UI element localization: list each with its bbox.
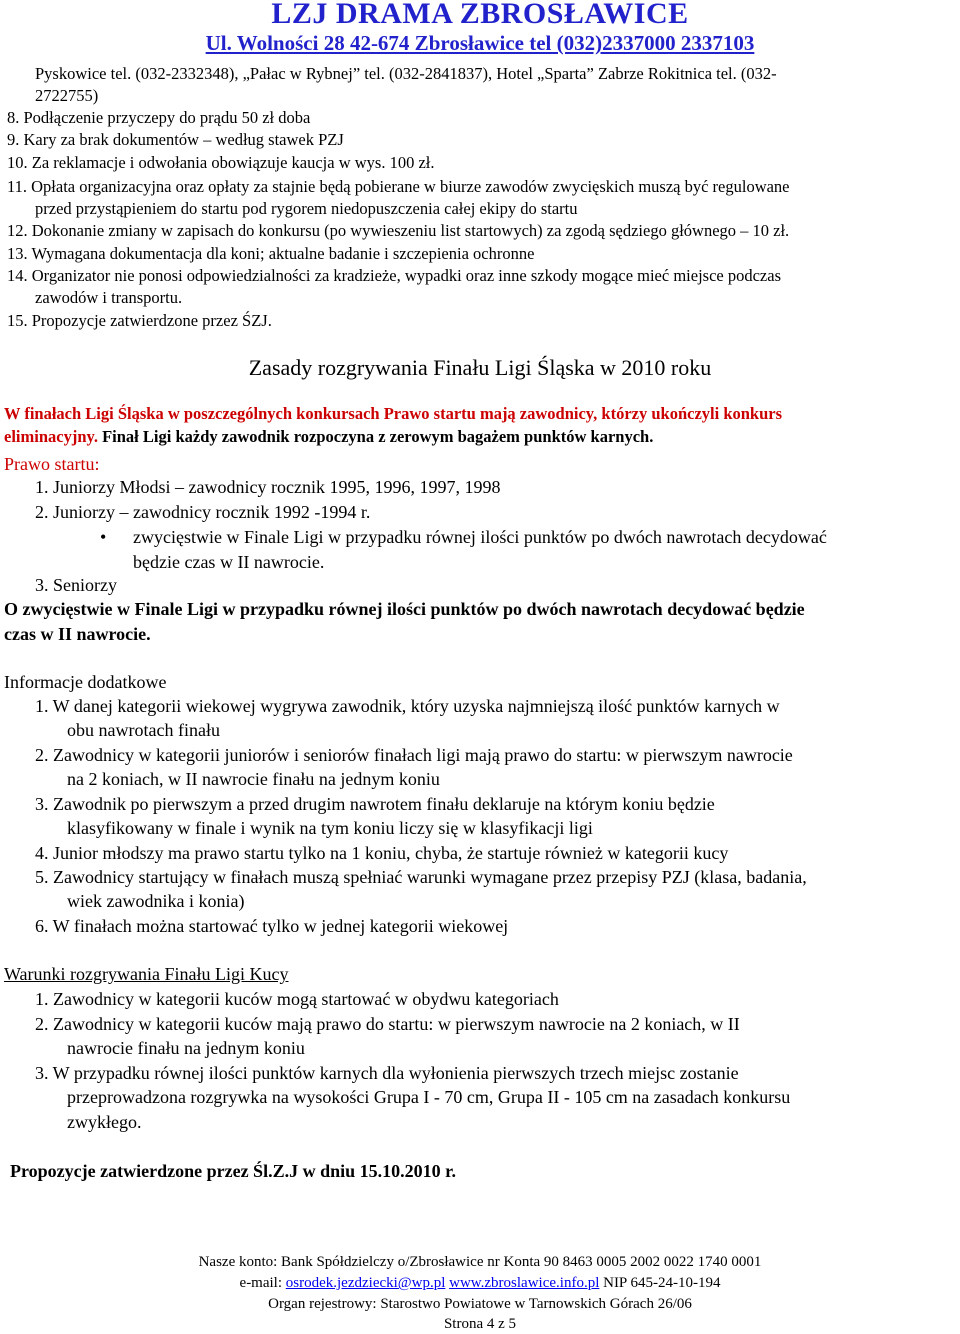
info-item-3-line2: klasyfikowany w finale i wynik na tym koniu liczy się w klasyfikacji ligi	[67, 818, 593, 838]
info-item-2-line2: na 2 koniach, w II nawrocie finału na jednym koniu	[67, 769, 440, 789]
organization-address: Ul. Wolności 28 42-674 Zbrosławice tel (032)2337000 2337103	[205, 31, 755, 55]
bold-rule: O zwycięstwie w Finale Ligi w przypadku równej ilości punktów po dwóch nawrotach decydować będzie	[4, 599, 805, 619]
kucy-item-2: 2. Zawodnicy w kategorii kuców mają prawo do startu: w pierwszym nawrocie na 2 koniach, w II	[35, 1014, 740, 1034]
bold-rule-line2: czas w II nawrocie.	[4, 624, 151, 644]
list-item-13: 13. Wymagana dokumentacja dla koni; aktualne badanie i szczepienia ochronne	[7, 244, 535, 263]
list-item-11: 11. Opłata organizacyjna oraz opłaty za stajnie będą pobierane w biurze zawodów zwycięskich muszą być regulowane	[7, 177, 790, 196]
kucy-item-3-line3: zwykłego.	[67, 1112, 142, 1132]
footer-nip: NIP 645-24-10-194	[599, 1275, 721, 1291]
kucy-item-2-line2: nawrocie finału na jednym koniu	[67, 1038, 305, 1058]
kucy-item-3-line2: przeprowadzona rozgrywka na wysokości Grupa I - 70 cm, Grupa II - 105 cm na zasadach konkursu	[67, 1087, 791, 1107]
info-item-1: 1. W danej kategorii wiekowej wygrywa zawodnik, który uzyska najmniejszą ilość punktów karnych w	[35, 696, 780, 716]
list-item-7-continuation: Pyskowice tel. (032-2332348), „Pałac w Rybnej” tel. (032-2841837), Hotel „Sparta” Zabrze Rokitnica tel. (032-	[35, 64, 777, 83]
footer-bank-account: Nasze konto: Bank Spółdzielczy o/Zbrosławice nr Konta 90 8463 0005 2002 0022 1740 0001	[198, 1254, 762, 1270]
kucy-heading: Warunki rozgrywania Finału Ligi Kucy	[4, 964, 289, 984]
info-item-5: 5. Zawodnicy startujący w finałach muszą spełniać warunki wymagane przez przepisy PZJ (klasa, badania,	[35, 867, 807, 887]
letterhead	[0, 0, 960, 56]
footer-email-link[interactable]: osrodek.jezdziecki@wp.pl	[285, 1275, 446, 1291]
category-seniors: 3. Seniorzy	[35, 575, 117, 595]
bullet-text-line2: będzie czas w II nawrocie.	[133, 552, 325, 572]
bullet-text: zwycięstwie w Finale Ligi w przypadku równej ilości punktów po dwóch nawrotach decydować	[133, 527, 827, 547]
list-item-15: 15. Propozycje zatwierdzone przez ŚZJ.	[7, 311, 272, 330]
footer-contact	[0, 1275, 960, 1292]
info-heading: Informacje dodatkowe	[4, 672, 167, 692]
list-item-8: 8. Podłączenie przyczepy do prądu 50 zł doba	[7, 108, 311, 127]
footer-website-link[interactable]: www.zbroslawice.info.pl	[449, 1275, 600, 1291]
rules-intro-line2	[4, 427, 653, 447]
info-item-4: 4. Junior młodszy ma prawo startu tylko na 1 koniu, chyba, że startuje również w kategorii kucy	[35, 843, 729, 863]
list-item-10: 10. Za reklamacje i odwołania obowiązuje kaucja w wys. 100 zł.	[7, 153, 435, 172]
approval-statement: Propozycje zatwierdzone przez Śl.Z.J w dniu 15.10.2010 r.	[10, 1161, 456, 1181]
rules-intro-black: Finał Ligi każdy zawodnik rozpoczyna z zerowym bagażem punktów karnych.	[97, 427, 654, 446]
category-juniors-younger: 1. Juniorzy Młodsi – zawodnicy rocznik 1995, 1996, 1997, 1998	[35, 477, 501, 497]
info-item-6: 6. W finałach można startować tylko w jednej kategorii wiekowej	[35, 916, 509, 936]
rules-intro-red: eliminacyjny.	[4, 427, 98, 446]
list-item-14-line2: zawodów i transportu.	[35, 288, 183, 307]
list-item-12: 12. Dokonanie zmiany w zapisach do konkursu (po wywieszeniu list startowych) za zgodą sędziego głównego – 10 zł.	[7, 221, 790, 240]
kucy-item-1: 1. Zawodnicy w kategorii kuców mogą startować w obydwu kategoriach	[35, 989, 559, 1009]
list-item-9: 9. Kary za brak dokumentów – według stawek PZJ	[7, 130, 344, 149]
prawo-startu-label: Prawo startu:	[4, 454, 100, 474]
page-number: Strona 4 z 5	[443, 1316, 517, 1332]
section-title: Zasady rozgrywania Finału Ligi Śląska w 2010 roku	[248, 355, 712, 380]
footer-registry: Organ rejestrowy: Starostwo Powiatowe w Tarnowskich Górach 26/06	[268, 1296, 692, 1312]
info-item-2: 2. Zawodnicy w kategorii juniorów i seniorów finałach ligi mają prawo do startu: w pierwszym nawrocie	[35, 745, 793, 765]
list-item-11-line2: przed przystąpieniem do startu pod rygorem niedopuszczenia całej ekipy do startu	[35, 199, 578, 218]
info-item-5-line2: wiek zawodnika i konia)	[67, 891, 245, 911]
rules-intro: W finałach Ligi Śląska w poszczególnych konkursach Prawo startu mają zawodnicy, którzy ukończyli konkurs	[4, 404, 783, 423]
list-item-14: 14. Organizator nie ponosi odpowiedzialności za kradzieże, wypadki oraz inne szkody mogące mieć miejsce podczas	[7, 266, 781, 285]
footer-email-label: e-mail:	[239, 1275, 286, 1291]
info-item-3: 3. Zawodnik po pierwszym a przed drugim nawrotem finału deklaruje na którym koniu będzie	[35, 794, 715, 814]
bullet-icon: •	[100, 527, 107, 547]
info-item-1-line2: obu nawrotach finału	[67, 720, 220, 740]
category-juniors: 2. Juniorzy – zawodnicy rocznik 1992 -1994 r.	[35, 502, 371, 522]
organization-name: LZJ DRAMA ZBROSŁAWICE	[271, 0, 689, 30]
kucy-item-3: 3. W przypadku równej ilości punktów karnych dla wyłonienia pierwszych trzech miejsc zostanie	[35, 1063, 739, 1083]
list-item-7-continuation-2: 2722755)	[35, 86, 99, 105]
